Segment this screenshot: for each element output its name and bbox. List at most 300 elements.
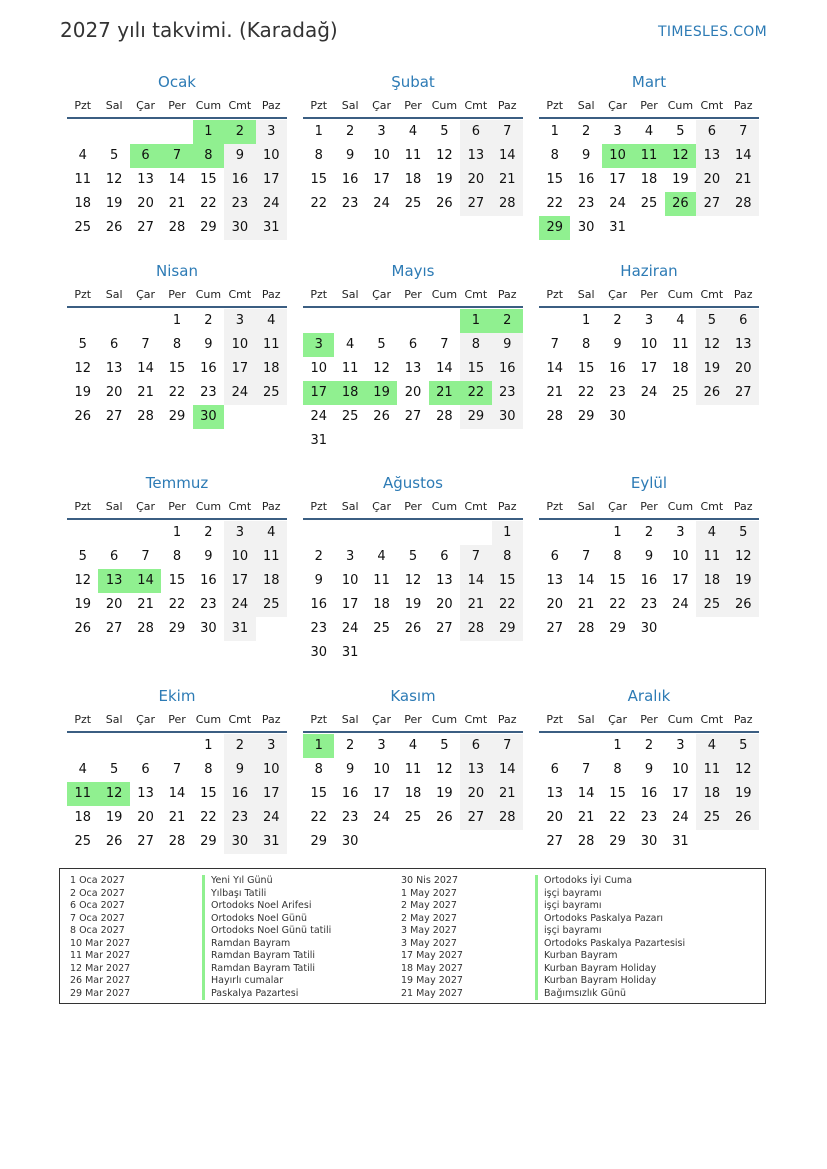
month-5 (303, 259, 523, 453)
day-cell: 8 (204, 762, 213, 777)
day-cell: 5 (78, 337, 87, 352)
day-cell: 12 (436, 762, 453, 777)
weekday-label: Çar (608, 288, 628, 301)
day-cell: 19 (74, 385, 91, 400)
day-cell: 20 (460, 782, 491, 806)
holiday-day-cell: 29 (539, 216, 570, 240)
holiday-date: 2 May 2027 (401, 912, 457, 924)
day-cell: 1 (581, 313, 591, 328)
holiday-date: 11 Mar 2027 (70, 950, 131, 961)
day-cell: 7 (581, 549, 591, 564)
day-cell: 13 (137, 172, 154, 187)
day-cell: 8 (613, 762, 622, 777)
day-cell: 30 (224, 216, 255, 240)
day-cell: 17 (609, 172, 626, 187)
month-name: Mart (631, 73, 667, 91)
day-cell: 8 (172, 549, 182, 564)
holiday-dates-col-2 (401, 875, 463, 1000)
weekday-label: Pzt (74, 288, 92, 301)
day-cell: 18 (672, 361, 689, 376)
weekday-label: Cum (195, 288, 222, 301)
holiday-date: 1 May 2027 (401, 887, 457, 899)
day-cell: 15 (546, 172, 563, 187)
day-cell: 5 (109, 148, 119, 163)
day-cell: 29 (168, 409, 186, 424)
day-cell: 24 (640, 385, 658, 400)
weekday-label: Cum (667, 500, 694, 513)
day-cell: 30 (341, 834, 359, 849)
weekday-header (67, 709, 287, 733)
day-cell: 7 (550, 337, 559, 352)
holiday-name: Paskalya Pazartesi (202, 988, 331, 1001)
day-cell: 10 (224, 545, 255, 569)
weekday-label: Pzt (310, 713, 328, 726)
weekday-label: Çar (608, 500, 628, 513)
day-cell: 28 (137, 409, 154, 424)
weekday-label: Pzt (310, 500, 328, 513)
day-cell: 17 (373, 786, 390, 801)
holiday-names-col-2 (535, 875, 685, 1000)
month-8 (303, 471, 523, 665)
day-cell: 31 (609, 220, 626, 235)
day-cell: 3 (676, 525, 685, 540)
day-cell: 20 (460, 168, 491, 192)
weekday-label: Cmt (464, 500, 488, 513)
day-cell: 20 (105, 597, 123, 612)
day-cell: 29 (577, 409, 595, 424)
day-cell: 24 (256, 192, 287, 216)
day-cell: 26 (74, 621, 91, 636)
day-cell: 6 (408, 337, 418, 352)
weekday-header (67, 496, 287, 520)
day-cell: 20 (404, 385, 422, 400)
day-cell: 15 (609, 573, 626, 588)
holiday-name: Bağımsızlık Günü (535, 988, 685, 1001)
day-cell: 28 (436, 409, 453, 424)
day-cell: 28 (577, 834, 595, 849)
day-cell: 2 (644, 525, 654, 540)
day-cell: 20 (546, 810, 563, 825)
day-cell: 4 (377, 549, 386, 564)
weekday-header (539, 95, 759, 119)
days-grid (539, 309, 759, 453)
day-cell: 13 (696, 144, 727, 168)
day-cell: 8 (314, 762, 323, 777)
weekday-label: Paz (261, 500, 281, 513)
day-cell: 24 (224, 593, 255, 617)
day-cell: 14 (492, 144, 523, 168)
day-cell: 19 (696, 357, 727, 381)
weekday-label: Sal (341, 99, 359, 112)
day-cell: 14 (168, 172, 186, 187)
weekday-label: Paz (497, 713, 517, 726)
day-cell: 18 (640, 172, 658, 187)
day-cell: 14 (577, 786, 595, 801)
day-cell: 30 (310, 645, 327, 660)
day-cell: 3 (256, 734, 287, 758)
day-cell: 16 (200, 361, 217, 376)
day-cell: 18 (404, 786, 422, 801)
day-cell: 15 (310, 786, 327, 801)
day-cell: 8 (550, 148, 559, 163)
day-cell: 9 (644, 762, 654, 777)
holiday-day-cell: 8 (193, 144, 224, 168)
day-cell: 31 (672, 834, 689, 849)
weekday-label: Sal (577, 713, 595, 726)
day-cell: 29 (310, 834, 327, 849)
weekday-label: Cum (431, 500, 458, 513)
day-cell: 24 (609, 196, 626, 211)
day-cell: 30 (224, 830, 255, 854)
day-cell: 9 (204, 549, 213, 564)
day-cell: 22 (168, 597, 186, 612)
day-cell: 11 (256, 545, 287, 569)
holiday-date: 7 Oca 2027 (70, 912, 125, 924)
holiday-date: 29 Mar 2027 (70, 987, 131, 999)
day-cell: 19 (404, 597, 422, 612)
day-cell: 28 (137, 621, 154, 636)
day-cell: 1 (492, 521, 523, 545)
day-cell: 6 (550, 549, 559, 564)
day-cell: 15 (168, 573, 186, 588)
day-cell: 18 (373, 597, 390, 612)
day-cell: 14 (546, 361, 563, 376)
day-cell: 29 (200, 220, 217, 235)
weekday-label: Cmt (228, 713, 252, 726)
day-cell: 25 (404, 196, 422, 211)
holiday-day-cell: 18 (334, 381, 365, 405)
day-cell: 22 (546, 196, 563, 211)
day-cell: 5 (440, 124, 449, 139)
day-cell: 2 (644, 738, 654, 753)
day-cell: 10 (373, 148, 390, 163)
day-cell: 21 (168, 810, 186, 825)
day-cell: 13 (460, 758, 491, 782)
weekday-label: Per (168, 288, 186, 301)
day-cell: 14 (436, 361, 453, 376)
holiday-date: 12 Mar 2027 (70, 962, 131, 974)
days-grid (539, 521, 759, 665)
holiday-date: 17 May 2027 (401, 950, 463, 961)
holiday-date: 30 Nis 2027 (401, 875, 458, 886)
holiday-name: işçi bayramı (535, 888, 685, 901)
day-cell: 12 (74, 573, 91, 588)
day-cell: 1 (172, 525, 182, 540)
day-cell: 1 (204, 738, 213, 753)
day-cell: 13 (404, 361, 422, 376)
day-cell: 16 (310, 597, 327, 612)
holiday-date: 2 Oca 2027 (70, 887, 125, 899)
day-cell: 13 (436, 573, 453, 588)
day-cell: 4 (408, 124, 418, 139)
day-cell: 4 (696, 734, 727, 758)
day-cell: 19 (436, 786, 453, 801)
weekday-label: Pzt (546, 713, 564, 726)
day-cell: 6 (109, 549, 119, 564)
day-cell: 21 (460, 593, 491, 617)
day-cell: 15 (310, 172, 327, 187)
day-cell: 11 (404, 762, 422, 777)
weekday-label: Cum (667, 713, 694, 726)
day-cell: 17 (341, 597, 359, 612)
day-cell: 23 (492, 381, 523, 405)
day-cell: 19 (436, 172, 453, 187)
holiday-name: Kurban Bayram Holiday (535, 975, 685, 988)
day-cell: 9 (204, 337, 213, 352)
days-grid (303, 120, 523, 264)
weekday-label: Paz (733, 288, 753, 301)
day-cell: 7 (581, 762, 591, 777)
month-name: Ağustos (383, 474, 443, 492)
day-cell: 11 (696, 758, 727, 782)
holiday-day-cell: 2 (224, 120, 255, 144)
day-cell: 7 (141, 549, 150, 564)
day-cell: 6 (440, 549, 449, 564)
day-cell: 25 (696, 806, 727, 830)
weekday-label: Per (404, 500, 422, 513)
day-cell: 6 (728, 309, 759, 333)
holiday-names-col-1 (202, 875, 331, 1000)
holiday-name: işçi bayramı (535, 925, 685, 938)
day-cell: 14 (577, 573, 595, 588)
day-cell: 12 (373, 361, 390, 376)
day-cell: 25 (373, 621, 390, 636)
day-cell: 23 (200, 597, 217, 612)
day-cell: 11 (696, 545, 727, 569)
day-cell: 23 (200, 385, 217, 400)
weekday-label: Cum (667, 99, 694, 112)
weekday-label: Sal (105, 288, 123, 301)
day-cell: 4 (78, 148, 87, 163)
day-cell: 21 (577, 810, 595, 825)
holiday-name: Ramdan Bayram (202, 938, 331, 951)
day-cell: 1 (613, 525, 622, 540)
day-cell: 9 (492, 333, 523, 357)
holiday-day-cell: 6 (130, 144, 161, 168)
weekday-header (539, 709, 759, 733)
holiday-day-cell: 12 (98, 782, 129, 806)
month-10 (67, 684, 287, 878)
weekday-label: Per (640, 288, 658, 301)
weekday-label: Cmt (700, 713, 724, 726)
day-cell: 5 (377, 337, 386, 352)
day-cell: 27 (546, 834, 563, 849)
day-cell: 22 (577, 385, 595, 400)
day-cell: 30 (200, 621, 217, 636)
day-cell: 31 (256, 830, 287, 854)
month-9 (539, 471, 759, 665)
day-cell: 14 (460, 569, 491, 593)
day-cell: 15 (492, 569, 523, 593)
day-cell: 7 (728, 120, 759, 144)
day-cell: 26 (105, 834, 123, 849)
month-4 (67, 259, 287, 453)
holiday-day-cell: 1 (460, 309, 491, 333)
day-cell: 14 (492, 758, 523, 782)
day-cell: 12 (728, 545, 759, 569)
day-cell: 19 (105, 196, 123, 211)
weekday-header (539, 496, 759, 520)
day-cell: 9 (644, 549, 654, 564)
day-cell: 26 (105, 220, 123, 235)
day-cell: 25 (404, 810, 422, 825)
weekday-label: Paz (733, 500, 753, 513)
day-cell: 10 (310, 361, 327, 376)
day-cell: 3 (377, 124, 386, 139)
day-cell: 22 (609, 597, 626, 612)
month-name: Nisan (156, 262, 198, 280)
day-cell: 19 (728, 569, 759, 593)
day-cell: 4 (256, 521, 287, 545)
day-cell: 20 (696, 168, 727, 192)
weekday-label: Çar (608, 99, 628, 112)
weekday-label: Per (640, 713, 658, 726)
day-cell: 16 (224, 168, 255, 192)
day-cell: 30 (577, 220, 595, 235)
day-cell: 13 (105, 361, 123, 376)
day-cell: 12 (728, 758, 759, 782)
day-cell: 20 (728, 357, 759, 381)
weekday-label: Paz (497, 288, 517, 301)
holiday-name: Kurban Bayram Holiday (535, 963, 685, 976)
day-cell: 23 (341, 810, 359, 825)
day-cell: 8 (172, 337, 182, 352)
weekday-label: Çar (136, 288, 156, 301)
day-cell: 25 (341, 409, 359, 424)
site-logo[interactable]: TIMESLES.COM (658, 24, 767, 40)
day-cell: 16 (341, 172, 359, 187)
weekday-label: Pzt (310, 99, 328, 112)
day-cell: 12 (436, 148, 453, 163)
day-cell: 25 (672, 385, 689, 400)
day-cell: 26 (696, 381, 727, 405)
holiday-name: Kurban Bayram (535, 950, 685, 963)
holiday-day-cell: 11 (67, 782, 98, 806)
day-cell: 18 (696, 782, 727, 806)
holiday-date: 6 Oca 2027 (70, 900, 125, 911)
day-cell: 7 (492, 120, 523, 144)
days-grid (303, 521, 523, 665)
day-cell: 25 (74, 220, 91, 235)
holiday-day-cell: 13 (98, 569, 129, 593)
day-cell: 4 (676, 313, 685, 328)
day-cell: 29 (168, 621, 186, 636)
day-cell: 23 (640, 810, 658, 825)
day-cell: 8 (460, 333, 491, 357)
weekday-label: Sal (341, 288, 359, 301)
holiday-date: 2 May 2027 (401, 900, 457, 911)
holiday-dates-col-1 (70, 875, 130, 1000)
weekday-header (303, 496, 523, 520)
weekday-label: Paz (497, 99, 517, 112)
weekday-label: Paz (733, 99, 753, 112)
day-cell: 21 (546, 385, 563, 400)
weekday-label: Cmt (228, 99, 252, 112)
day-cell: 13 (137, 786, 154, 801)
holiday-name: Yılbaşı Tatili (202, 888, 331, 901)
day-cell: 31 (256, 216, 287, 240)
day-cell: 8 (581, 337, 591, 352)
weekday-label: Sal (105, 99, 123, 112)
weekday-label: Cum (431, 288, 458, 301)
day-cell: 10 (341, 573, 359, 588)
weekday-label: Sal (577, 288, 595, 301)
weekday-header (67, 95, 287, 119)
day-cell: 17 (224, 357, 255, 381)
day-cell: 28 (168, 220, 186, 235)
day-cell: 26 (74, 409, 91, 424)
weekday-label: Cum (195, 713, 222, 726)
holiday-day-cell: 1 (193, 120, 224, 144)
day-cell: 21 (137, 385, 154, 400)
day-cell: 16 (640, 573, 658, 588)
day-cell: 10 (672, 549, 689, 564)
day-cell: 9 (345, 148, 355, 163)
day-cell: 21 (492, 782, 523, 806)
weekday-label: Çar (136, 500, 156, 513)
weekday-label: Cum (195, 99, 222, 112)
day-cell: 6 (550, 762, 559, 777)
day-cell: 24 (672, 810, 689, 825)
days-grid (303, 309, 523, 453)
day-cell: 4 (408, 738, 418, 753)
day-cell: 2 (224, 734, 255, 758)
day-cell: 7 (141, 337, 150, 352)
days-grid (67, 734, 287, 878)
day-cell: 18 (696, 569, 727, 593)
holiday-date: 8 Oca 2027 (70, 925, 125, 936)
day-cell: 26 (404, 621, 422, 636)
day-cell: 6 (696, 120, 727, 144)
holiday-day-cell: 26 (665, 192, 696, 216)
day-cell: 11 (74, 172, 91, 187)
day-cell: 18 (256, 357, 287, 381)
holiday-list (59, 868, 766, 1004)
day-cell: 16 (341, 786, 359, 801)
day-cell: 15 (609, 786, 626, 801)
holiday-date: 19 May 2027 (401, 975, 463, 986)
day-cell: 10 (672, 762, 689, 777)
day-cell: 10 (256, 144, 287, 168)
day-cell: 20 (105, 385, 123, 400)
holiday-name: Ortodoks Paskalya Pazarı (535, 913, 685, 926)
day-cell: 16 (640, 786, 658, 801)
holiday-name: Ortodoks Noel Günü (202, 913, 331, 926)
month-1 (67, 70, 287, 264)
day-cell: 13 (728, 333, 759, 357)
weekday-label: Cmt (464, 288, 488, 301)
weekday-label: Pzt (546, 500, 564, 513)
day-cell: 3 (377, 738, 386, 753)
day-cell: 4 (345, 337, 355, 352)
day-cell: 8 (314, 148, 323, 163)
day-cell: 24 (373, 196, 390, 211)
day-cell: 17 (256, 782, 287, 806)
day-cell: 17 (672, 786, 689, 801)
weekday-label: Pzt (546, 288, 564, 301)
day-cell: 3 (224, 309, 255, 333)
day-cell: 28 (460, 617, 491, 641)
day-cell: 23 (224, 192, 255, 216)
day-cell: 10 (224, 333, 255, 357)
month-name: Şubat (391, 73, 435, 91)
day-cell: 27 (436, 621, 453, 636)
day-cell: 27 (728, 381, 759, 405)
day-cell: 6 (141, 762, 150, 777)
day-cell: 27 (404, 409, 422, 424)
weekday-label: Cmt (700, 500, 724, 513)
day-cell: 17 (256, 168, 287, 192)
